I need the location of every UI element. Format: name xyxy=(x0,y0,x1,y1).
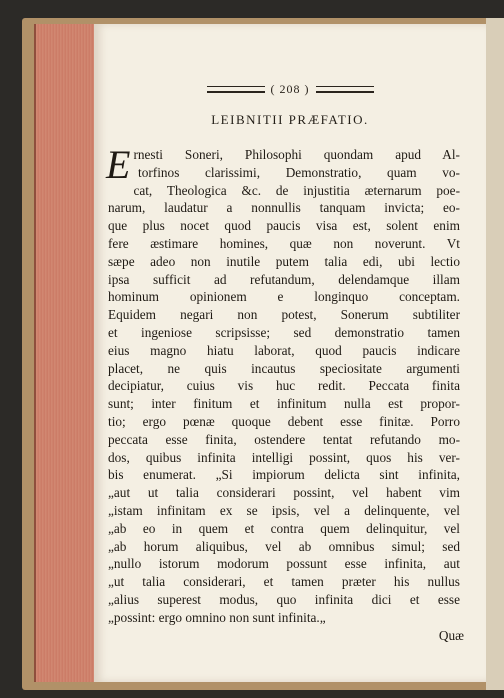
page-number: ( 208 ) xyxy=(270,81,310,96)
text-line: tio; ergo pœnæ quoque debent esse finitæ. Porro xyxy=(108,413,460,429)
text-line: cat, Theologica &c. de injustitia æternarum poe- xyxy=(133,182,460,198)
text-line: placet, ne quis incautus speciositate argumenti xyxy=(108,360,460,376)
text-line: peccata esse finita, ostendere tentat refutando mo- xyxy=(108,431,460,447)
text-line: et ingeniose scripsisse; sed demonstratio tamen xyxy=(108,324,460,340)
text-line: dos, quibus infinita intelligi possint, quos his ver- xyxy=(108,449,460,465)
text-line: sunt; inter finitum et infinitum nulla est propor- xyxy=(108,396,460,412)
text-line: Equidem negari non potest, Sonerum subtiliter xyxy=(108,307,460,323)
page-stack-edge xyxy=(34,24,98,682)
text-line: „ut talia considerari, et tamen præter his nullus xyxy=(108,574,460,590)
text-line: rnesti Soneri, Philosophi quondam apud Al- xyxy=(133,147,460,162)
text-line: „aut ut talia considerari possint, vel habent vim xyxy=(108,485,460,501)
text-line: bis enumerat. „Si impiorum delicta sint infinita, xyxy=(108,467,460,483)
text-line: que plus nocet quod paucis visa est, solent enim xyxy=(108,218,460,234)
text-line: ipsa sufficit ad refutandum, delendamque illam xyxy=(108,271,460,287)
text-line: „alius superest modus, quo infinita dici et esse xyxy=(108,591,460,607)
text-line: „istam infinitam ex se ipsis, vel a delinquente, vel xyxy=(108,502,460,518)
text-line: sæpe adeo non inutile putem talia edi, ubi lectio xyxy=(108,253,460,269)
text-line: „ab horum aliquibus, vel ab omnibus simul; sed xyxy=(108,538,460,554)
book-page xyxy=(94,24,486,682)
text-line: hominum opinionem e longinquo conceptam. xyxy=(108,289,460,305)
running-head xyxy=(94,81,486,97)
body-text xyxy=(106,142,460,627)
text-line: „possint: ergo omnino non sunt infinita.„ xyxy=(108,609,326,625)
text-line: „nullo istorum modorum possunt esse infinita, aut xyxy=(108,556,460,572)
text-line: fere æstimare homines, quæ non noverunt. Vt xyxy=(108,235,460,251)
text-line: torfinos clarissimi, Demonstratio, quam vo- xyxy=(138,164,460,180)
catchword: Quæ xyxy=(438,628,464,643)
text-line: „ab eo in quem et contra quem delinquitur, vel xyxy=(108,520,460,536)
page-title: LEIBNITII PRÆFATIO. xyxy=(211,112,369,127)
text-line: eius magno hiatu laborat, quod paucis indicare xyxy=(108,342,460,358)
right-ornament-rule xyxy=(316,86,374,93)
text-line: decipiatur, cuius vis huc redit. Peccata finita xyxy=(108,378,460,394)
facing-page-edge xyxy=(486,18,504,690)
text-line: narum, laudatur a nonnullis tanquam invicta; eo- xyxy=(108,200,460,216)
drop-cap: E xyxy=(106,142,131,187)
left-ornament-rule xyxy=(207,86,265,93)
